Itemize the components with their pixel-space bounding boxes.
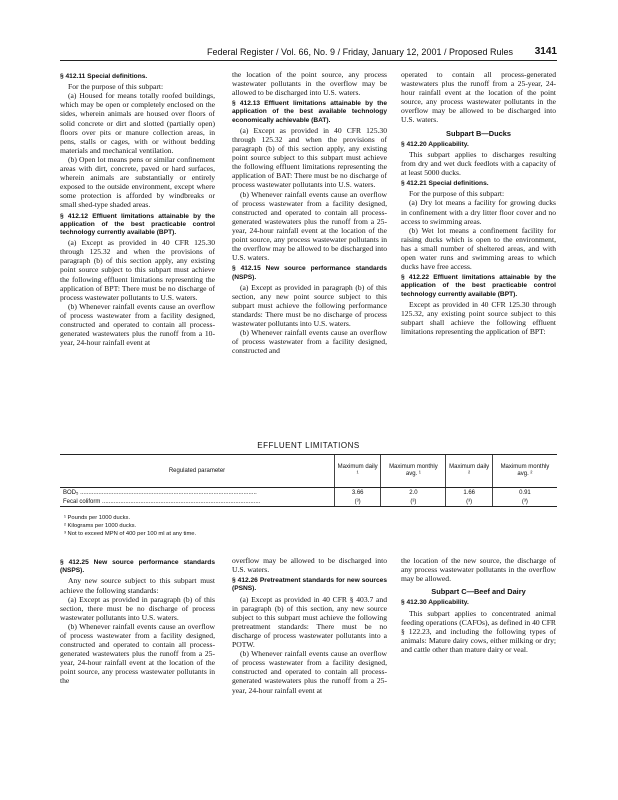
subpart-heading: Subpart C—Beef and Dairy: [431, 587, 526, 597]
column-3: [401, 70, 556, 336]
body-paragraph: (a) Except as provided in 40 CFR 125.30 through 125.32 and when the provisions of paragraph (b) of this section apply, any existing point source subject to this subpart must achieve the following effluent limitations representing the application of BPT: There must be no discharge of process wastewater pollutants to U.S. waters.: [60, 238, 215, 302]
body-paragraph: This subpart applies to discharges resulting from dry and wet duck feedlots with a capacity of at least 5000 ducks.: [401, 149, 556, 178]
table-title: EFFLUENT LIMITATIONS: [257, 441, 360, 450]
body-paragraph: (a) Housed for means totally roofed buildings, which may be open or completely enclosed on the sides, wherein animals are housed over floors of solid concrete or dirt and slotted (partially open) floors over pits or manure collection areas, in pens, stalls or cages, with or without bedding materials and mechanical ventilation.: [60, 91, 215, 155]
body-paragraph: (b) Wet lot means a confinement facility for raising ducks which is open to the environment, has a small number of sheltered areas, and with open water runs and swimming areas to which ducks have free access.: [401, 225, 556, 272]
page-header: [60, 46, 557, 61]
section-heading: § 412.20 Applicability.: [401, 140, 469, 148]
body-paragraph: Except as provided in 40 CFR 125.30 through 125.32, any existing point source subject to this subpart shall achieve the following effluent limitations representing the application of BPT:: [401, 299, 556, 337]
row-value: (³): [381, 497, 446, 507]
table-row: [60, 497, 557, 507]
header-max-daily-kg: Maximum daily ²: [446, 455, 492, 488]
body-paragraph: the location of the point source, any process wastewater pollutants in the overflow may be allowed to be discharged into U.S. waters.: [232, 70, 387, 98]
effluent-limitations-table: [60, 454, 557, 507]
body-paragraph: the location of the new source, the discharge of any process wastewater pollutants in the overflow may be allowed.: [401, 556, 556, 584]
body-paragraph: Any new source subject to this subpart must achieve the following standards:: [60, 576, 215, 595]
body-paragraph: (a) Except as provided in paragraph (b) of this section, any new point source subject to this subpart must achieve the following performance standards: There must be no discharge of process wastewater pollutants into U.S. waters.: [232, 282, 387, 329]
section-heading: § 412.22 Effluent limitations attainable by the application of the best practicable control technology currently available (BPT).: [401, 274, 556, 298]
header-regulated-parameter: Regulated parameter: [60, 455, 335, 488]
subpart-heading: Subpart B—Ducks: [446, 128, 511, 138]
column-5: [232, 556, 387, 695]
header-max-daily-lb: Maximum daily ¹: [335, 455, 381, 488]
section-heading: § 412.21 Special definitions.: [401, 180, 489, 188]
footnote: ² Kilograms per 1000 ducks.: [64, 523, 137, 529]
section-heading: § 412.15 New source performance standards (NSPS).: [232, 265, 387, 281]
section-heading: § 412.11 Special definitions.: [60, 73, 148, 80]
column-4: [60, 556, 215, 686]
table-footnotes: [64, 514, 196, 538]
header-citation: Federal Register / Vol. 66, No. 9 / Friday, January 12, 2001 / Proposed Rules: [207, 47, 513, 57]
body-paragraph: (b) Whenever rainfall events cause an overflow of process wastewater from a facility designed, constructed and operated to contain all process-generated wastewaters plus the runoff from a 10-year, 24-hour rainfall event at: [60, 301, 215, 348]
body-paragraph: overflow may be allowed to be discharged into U.S. waters.: [232, 556, 387, 575]
body-paragraph: For the purpose of this subpart:: [409, 189, 505, 199]
table-row: [60, 488, 557, 498]
body-paragraph: (a) Except as provided in paragraph (b) of this section, there must be no discharge of process wastewater pollutants into U.S. waters.: [60, 594, 215, 622]
footnote: ¹ Pounds per 1000 ducks.: [64, 515, 131, 521]
section-heading: § 412.13 Effluent limitations attainable by the application of the best available technology economically achievable (BAT).: [232, 100, 387, 124]
header-max-monthly-lb: Maximum monthly avg. ¹: [381, 455, 446, 488]
row-value: (³): [492, 497, 557, 507]
row-parameter: Fecal coliform ...............................................................................................: [60, 497, 335, 507]
body-paragraph: (a) Except as provided in 40 CFR § 403.7 and in paragraph (b) of this section, any new source subject to this subpart must achieve the following pretreatment standards: There must be no discharge of process wastewater pollutants into a POTW.: [232, 594, 387, 650]
body-paragraph: For the purpose of this subpart:: [68, 82, 164, 92]
body-paragraph: (b) Whenever rainfall events cause an overflow of process wastewater from a facility designed, constructed and operated to contain all process-generated wastewaters plus the runoff from a 25-year, 24-hour rainfall event at the location of the point source, any process wastewater pollutants in the overflow may be allowed to be discharged into U.S. waters.: [232, 189, 387, 263]
section-heading: § 412.26 Pretreatment standards for new sources (PSNS).: [232, 577, 387, 593]
body-paragraph: (b) Open lot means pens or similar confinement areas with dirt, concrete, paved or hard surfaces, wherein animals are substantially or entirely exposed to the outside environment, except where some protection is afforded by windbreaks or small shed-type shaded areas.: [60, 154, 215, 210]
page-number: 3141: [534, 46, 557, 57]
section-heading: § 412.12 Effluent limitations attainable by the application of the best practicable control technology currently available (BPT).: [60, 212, 215, 236]
row-parameter: BOD₅ ..........................................................................................................: [63, 489, 257, 496]
footnote: ³ Not to exceed MPN of 400 per 100 ml at any time.: [64, 531, 197, 537]
body-paragraph: (b) Whenever rainfall events cause an overflow of process wastewater from a facility designed, constructed and operated to contain all process-generated wastewaters plus the runoff from a 25-year, 24-hour rainfall event at the location of the point source, any process wastewater pollutants in the: [60, 621, 215, 686]
row-value: 2.0: [381, 488, 446, 498]
body-paragraph: (b) Whenever rainfall events cause an overflow of process wastewater from a facility designed, constructed and operated to contain all process-generated wastewaters plus the runoff from a 25-year, 24-hour rainfall event at: [232, 649, 387, 695]
row-value: 1.66: [446, 488, 492, 498]
header-max-monthly-kg: Maximum monthly avg. ²: [492, 455, 557, 488]
row-value: (³): [335, 497, 381, 507]
section-heading: § 412.30 Applicability.: [401, 599, 469, 607]
section-heading: § 412.25 New source performance standards (NSPS).: [60, 559, 215, 575]
body-paragraph: (a) Dry lot means a facility for growing ducks in confinement with a dry litter floor cover and no access to swimming areas.: [401, 198, 556, 226]
column-2: [232, 70, 387, 355]
row-value: 3.66: [335, 488, 381, 498]
table-header-row: [60, 455, 557, 488]
column-6: [401, 556, 556, 654]
body-paragraph: This subpart applies to concentrated animal feeding operations (CAFOs), as defined in 40 CFR § 122.23, and including the following types of animals: Mature dairy cows, either milking or dry; and cattle other than mature dairy or veal.: [401, 608, 556, 654]
row-value: 0.91: [492, 488, 557, 498]
body-paragraph: (a) Except as provided in 40 CFR 125.30 through 125.32 and when the provisions of paragraph (b) of this section apply, any existing point source subject to this subpart must achieve the following effluent limitations representing the application of BAT: There must be no discharge of process wastewater pollutants into U.S. waters.: [232, 125, 387, 190]
body-paragraph: (b) Whenever rainfall events cause an overflow of process wastewater from a facility designed, constructed and: [232, 328, 387, 356]
row-value: (³): [446, 497, 492, 507]
body-paragraph: operated to contain all process-generated wastewaters plus the runoff from a 25-year, 24-hour rainfall event at the location of the point source, any process wastewater pollutants in the overflow may be allowed to be discharged into U.S. waters.: [401, 70, 556, 125]
column-1: [60, 70, 215, 347]
